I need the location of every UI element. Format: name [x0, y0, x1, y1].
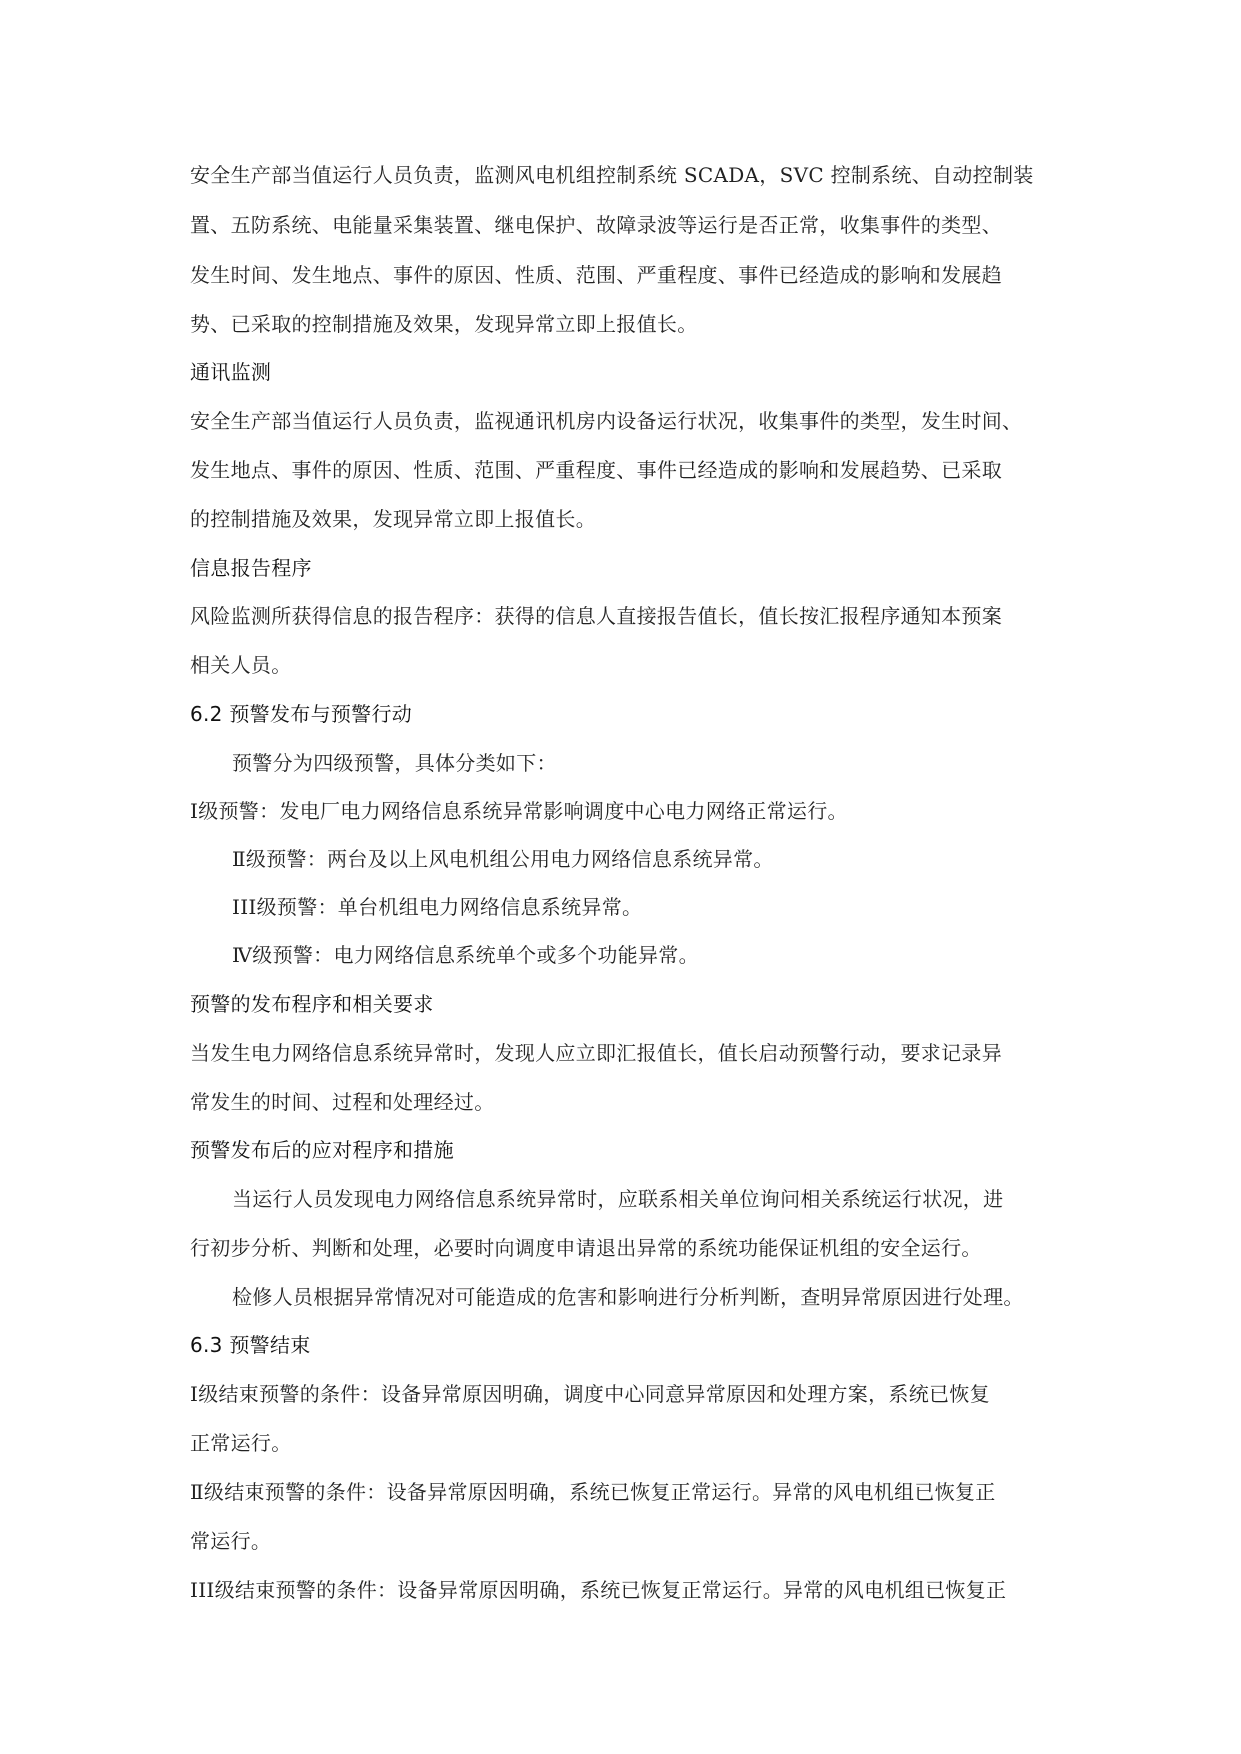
body-text-line: 常运行。 [190, 1529, 272, 1553]
body-text-line: 相关人员。 [190, 653, 292, 677]
section-heading-6-3: 6.3 预警结束 [190, 1333, 311, 1357]
body-text-line: 置、五防系统、电能量采集装置、继电保护、故障录波等运行是否正常，收集事件的类型、 [190, 213, 1002, 237]
body-text-line: 安全生产部当值运行人员负责，监测风电机组控制系统 SCADA，SVC 控制系统、自动控制装 [190, 163, 1034, 187]
body-text-line: 安全生产部当值运行人员负责，监视通讯机房内设备运行状况，收集事件的类型，发生时间、 [190, 409, 1023, 433]
body-text-line: 当发生电力网络信息系统异常时，发现人应立即汇报值长，值长启动预警行动，要求记录异 [190, 1041, 1002, 1065]
body-text-line: 常发生的时间、过程和处理经过。 [190, 1090, 495, 1114]
end-level-2: Ⅱ级结束预警的条件：设备异常原因明确，系统已恢复正常运行。异常的风电机组已恢复正 [190, 1480, 996, 1504]
body-text-line: 发生地点、事件的原因、性质、范围、严重程度、事件已经造成的影响和发展趋势、已采取 [190, 458, 1002, 482]
section-heading-response: 预警发布后的应对程序和措施 [190, 1138, 454, 1162]
warning-level-1: Ⅰ级预警：发电厂电力网络信息系统异常影响调度中心电力网络正常运行。 [190, 799, 848, 823]
body-text-line: 势、已采取的控制措施及效果，发现异常立即上报值长。 [190, 312, 698, 336]
body-text-line: 风险监测所获得信息的报告程序：获得的信息人直接报告值长，值长按汇报程序通知本预案 [190, 604, 1002, 628]
warning-level-2: Ⅱ级预警：两台及以上风电机组公用电力网络信息系统异常。 [232, 847, 774, 871]
warning-level-4: Ⅳ级预警：电力网络信息系统单个或多个功能异常。 [232, 943, 699, 967]
body-text-line: 检修人员根据异常情况对可能造成的危害和影响进行分析判断，查明异常原因进行处理。 [232, 1285, 1024, 1309]
section-heading-comm-monitoring: 通讯监测 [190, 360, 272, 384]
body-text-line: 预警分为四级预警，具体分类如下： [232, 751, 557, 775]
section-heading-info-report: 信息报告程序 [190, 556, 312, 580]
body-text-line: 的控制措施及效果，发现异常立即上报值长。 [190, 507, 596, 531]
section-heading-6-2: 6.2 预警发布与预警行动 [190, 702, 413, 726]
warning-level-3: III级预警：单台机组电力网络信息系统异常。 [232, 895, 643, 919]
body-text-line: 当运行人员发现电力网络信息系统异常时，应联系相关单位询问相关系统运行状况，进 [232, 1187, 1004, 1211]
end-level-3: III级结束预警的条件：设备异常原因明确，系统已恢复正常运行。异常的风电机组已恢复正 [190, 1578, 1007, 1602]
section-heading-warning-release: 预警的发布程序和相关要求 [190, 992, 434, 1016]
body-text-line: 行初步分析、判断和处理，必要时向调度申请退出异常的系统功能保证机组的安全运行。 [190, 1236, 982, 1260]
body-text-line: 发生时间、发生地点、事件的原因、性质、范围、严重程度、事件已经造成的影响和发展趋 [190, 263, 1002, 287]
end-level-1: Ⅰ级结束预警的条件：设备异常原因明确，调度中心同意异常原因和处理方案，系统已恢复 [190, 1382, 990, 1406]
body-text-line: 正常运行。 [190, 1431, 292, 1455]
